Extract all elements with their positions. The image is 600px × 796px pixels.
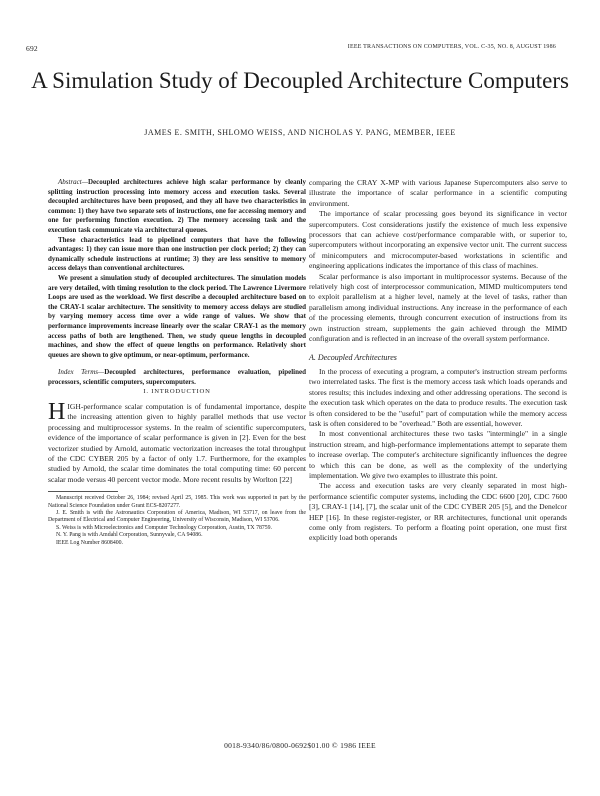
right-column [309,178,567,544]
left-column [48,178,306,547]
drop-cap: H [48,398,66,425]
section-heading-introduction: I. INTRODUCTION [143,388,211,396]
author-line: JAMES E. SMITH, SHLOMO WEISS, AND NICHOLAS Y. PANG, MEMBER, IEEE [144,128,456,137]
footnote: IEEE Log Number 8608400. [56,539,123,546]
copyright-footer: 0018-9340/86/0800-0692$01.00 © 1986 IEEE [224,741,376,750]
footnote-rule [48,491,118,492]
index-terms-label: Index Terms— [58,368,105,377]
abstract-paragraph-3: We present a simulation study of decoupled architectures. The simulation models are very detailed, with timing resolution to the clock period. The Lawrence Livermore Loops are used as the workload. We first describe a decoupled architecture based on the CRAY-1 scalar architecture. The sensitivity to memory access delays are studied by varying memory access time over a wide range of values. We show that performance improvements increase linearly over the scalar CRAY-1 as the memory access paths of both are lengthened. Then, we study queue lengths in decoupled machines, and show the effect of queue lengths on performance. Relatively short queues are shown to give optimum, or near-optimum, performance. [48,273,306,359]
footnote: J. E. Smith is with the Astronautics Corporation of America, Madison, WI 53717, on leave from the Department of Electrical and Computer Engineering, University of Wisconsin, Madison, WI 53706. [48,509,306,524]
body-paragraph: The access and execution tasks are very cleanly separated in most high-performance scientific computer systems, including the CDC 6600 [20], CDC 7600 [3], CRAY-1 [14], [7], the scalar unit of the CDC CYBER 205 [5], and the Denelcor HEP [16]. In these register-register, or RR architectures, functional unit operands come only from registers. To perform a floating point operation, one must first explicitly load both operands [309,481,567,543]
introduction-paragraph: HIGH-performance scalar computation is of fundamental importance, despite the increasing attention given to highly parallel methods that use vector processing and multiprocessor systems. In the realm of scientific supercomputers, evidence of the importance of scalar performance is given in [2]. Even for the best vectorizer studied by Arnold, automatic vectorization increases the total throughput of the CDC CYBER 205 by a factor of only 1.7. Furthermore, for the examples studied by Arnold, the scalar time dominates the total computing time: 60 percent scalar mode versus 40 percent vector mode. More recent results by Worlton [22] [48,398,306,484]
body-paragraph: In most conventional architectures these two tasks "intermingle" in a single instruction stream, and high-performance implementations attempt to separate them to increase overlap. The computer's architecture significantly influences the degree to which this can be done, as well as the complexity of the underlying implementation. We give two examples to illustrate this point. [309,429,567,480]
body-paragraph: comparing the CRAY X-MP with various Japanese Supercomputers also serve to illustrate the importance of scalar performance in a scientific computing environment. [309,178,567,208]
footnote: Manuscript received October 26, 1984; revised April 25, 1985. This work was supported in part by the National Science Foundation under Grant ECS-8207277. [48,495,306,509]
running-header: IEEE TRANSACTIONS ON COMPUTERS, VOL. C-35, NO. 8, AUGUST 1986 [347,44,556,50]
abstract-label: Abstract— [58,178,88,186]
paper-title: A Simulation Study of Decoupled Architecture Computers [31,68,569,93]
footnotes [48,495,306,547]
footnote: S. Weiss is with Microelectronics and Computer Technology Corporation, Austin, TX 78759. [56,524,273,531]
abstract-paragraph-1: Abstract—Decoupled architectures achieve high scalar performance by cleanly splitting instruction processing into memory access and execution tasks. Several decoupled architectures have been proposed, and they all have two characteristics in common: 1) they have two separate sets of instructions, one for accessing memory and one for performing function execution. 2) The memory accessing task and the execution task communicate via architectural queues. [48,178,306,234]
subsection-heading: A. Decoupled Architectures [309,352,397,362]
abstract-paragraph-2: These characteristics lead to pipelined computers that have the following advantages: 1) they can issue more than one instruction per clock period; 2) they can dynamically schedule instructions at runtime; 3) they are less sensitive to memory access delays than conventional architectures. [48,235,306,273]
body-paragraph: Scalar performance is also important in multiprocessor systems. Because of the relatively high cost of interprocessor communication, MIMD multicomputers tend to exploit parallelism at a higher level, namely at the level of tasks, rather than parallelism among individual instructions. Any increase in the performance of each of the processing elements, through concurrent execution of instructions from its own instruction stream, supplements the gain achieved through the MIMD configuration and is reflected in an increase of the overall system performance. [309,271,567,344]
body-paragraph: In the process of executing a program, a computer's instruction stream performs two interrelated tasks. The first is the memory access task which loads operands and stores results; this includes indexing and other addressing operations. The second is the execution task which operates on the data to produce results. The execution task is often considered to be the "useful" part of computation while the memory access task is often considered to be "overhead." Both are essential, however. [309,366,567,428]
footnote: N. Y. Pang is with Amdahl Corporation, Sunnyvale, CA 94086. [56,532,203,539]
abstract [48,178,306,360]
page-number: 692 [26,44,38,53]
body-paragraph: The importance of scalar processing goes beyond its significance in vector supercomputers. Cost considerations justify the existence of much less expensive processors that can achieve cost/performance comparable with, or superior to, supercomputers without incorporating an expensive vector unit. The current success of minicomputers and microcomputer-based workstations in scientific and engineering applications indicates the importance of this class of machines. [309,209,567,271]
index-terms: Index Terms—Decoupled architectures, performance evaluation, pipelined processors, scientific computers, supercomputers. [48,368,306,386]
